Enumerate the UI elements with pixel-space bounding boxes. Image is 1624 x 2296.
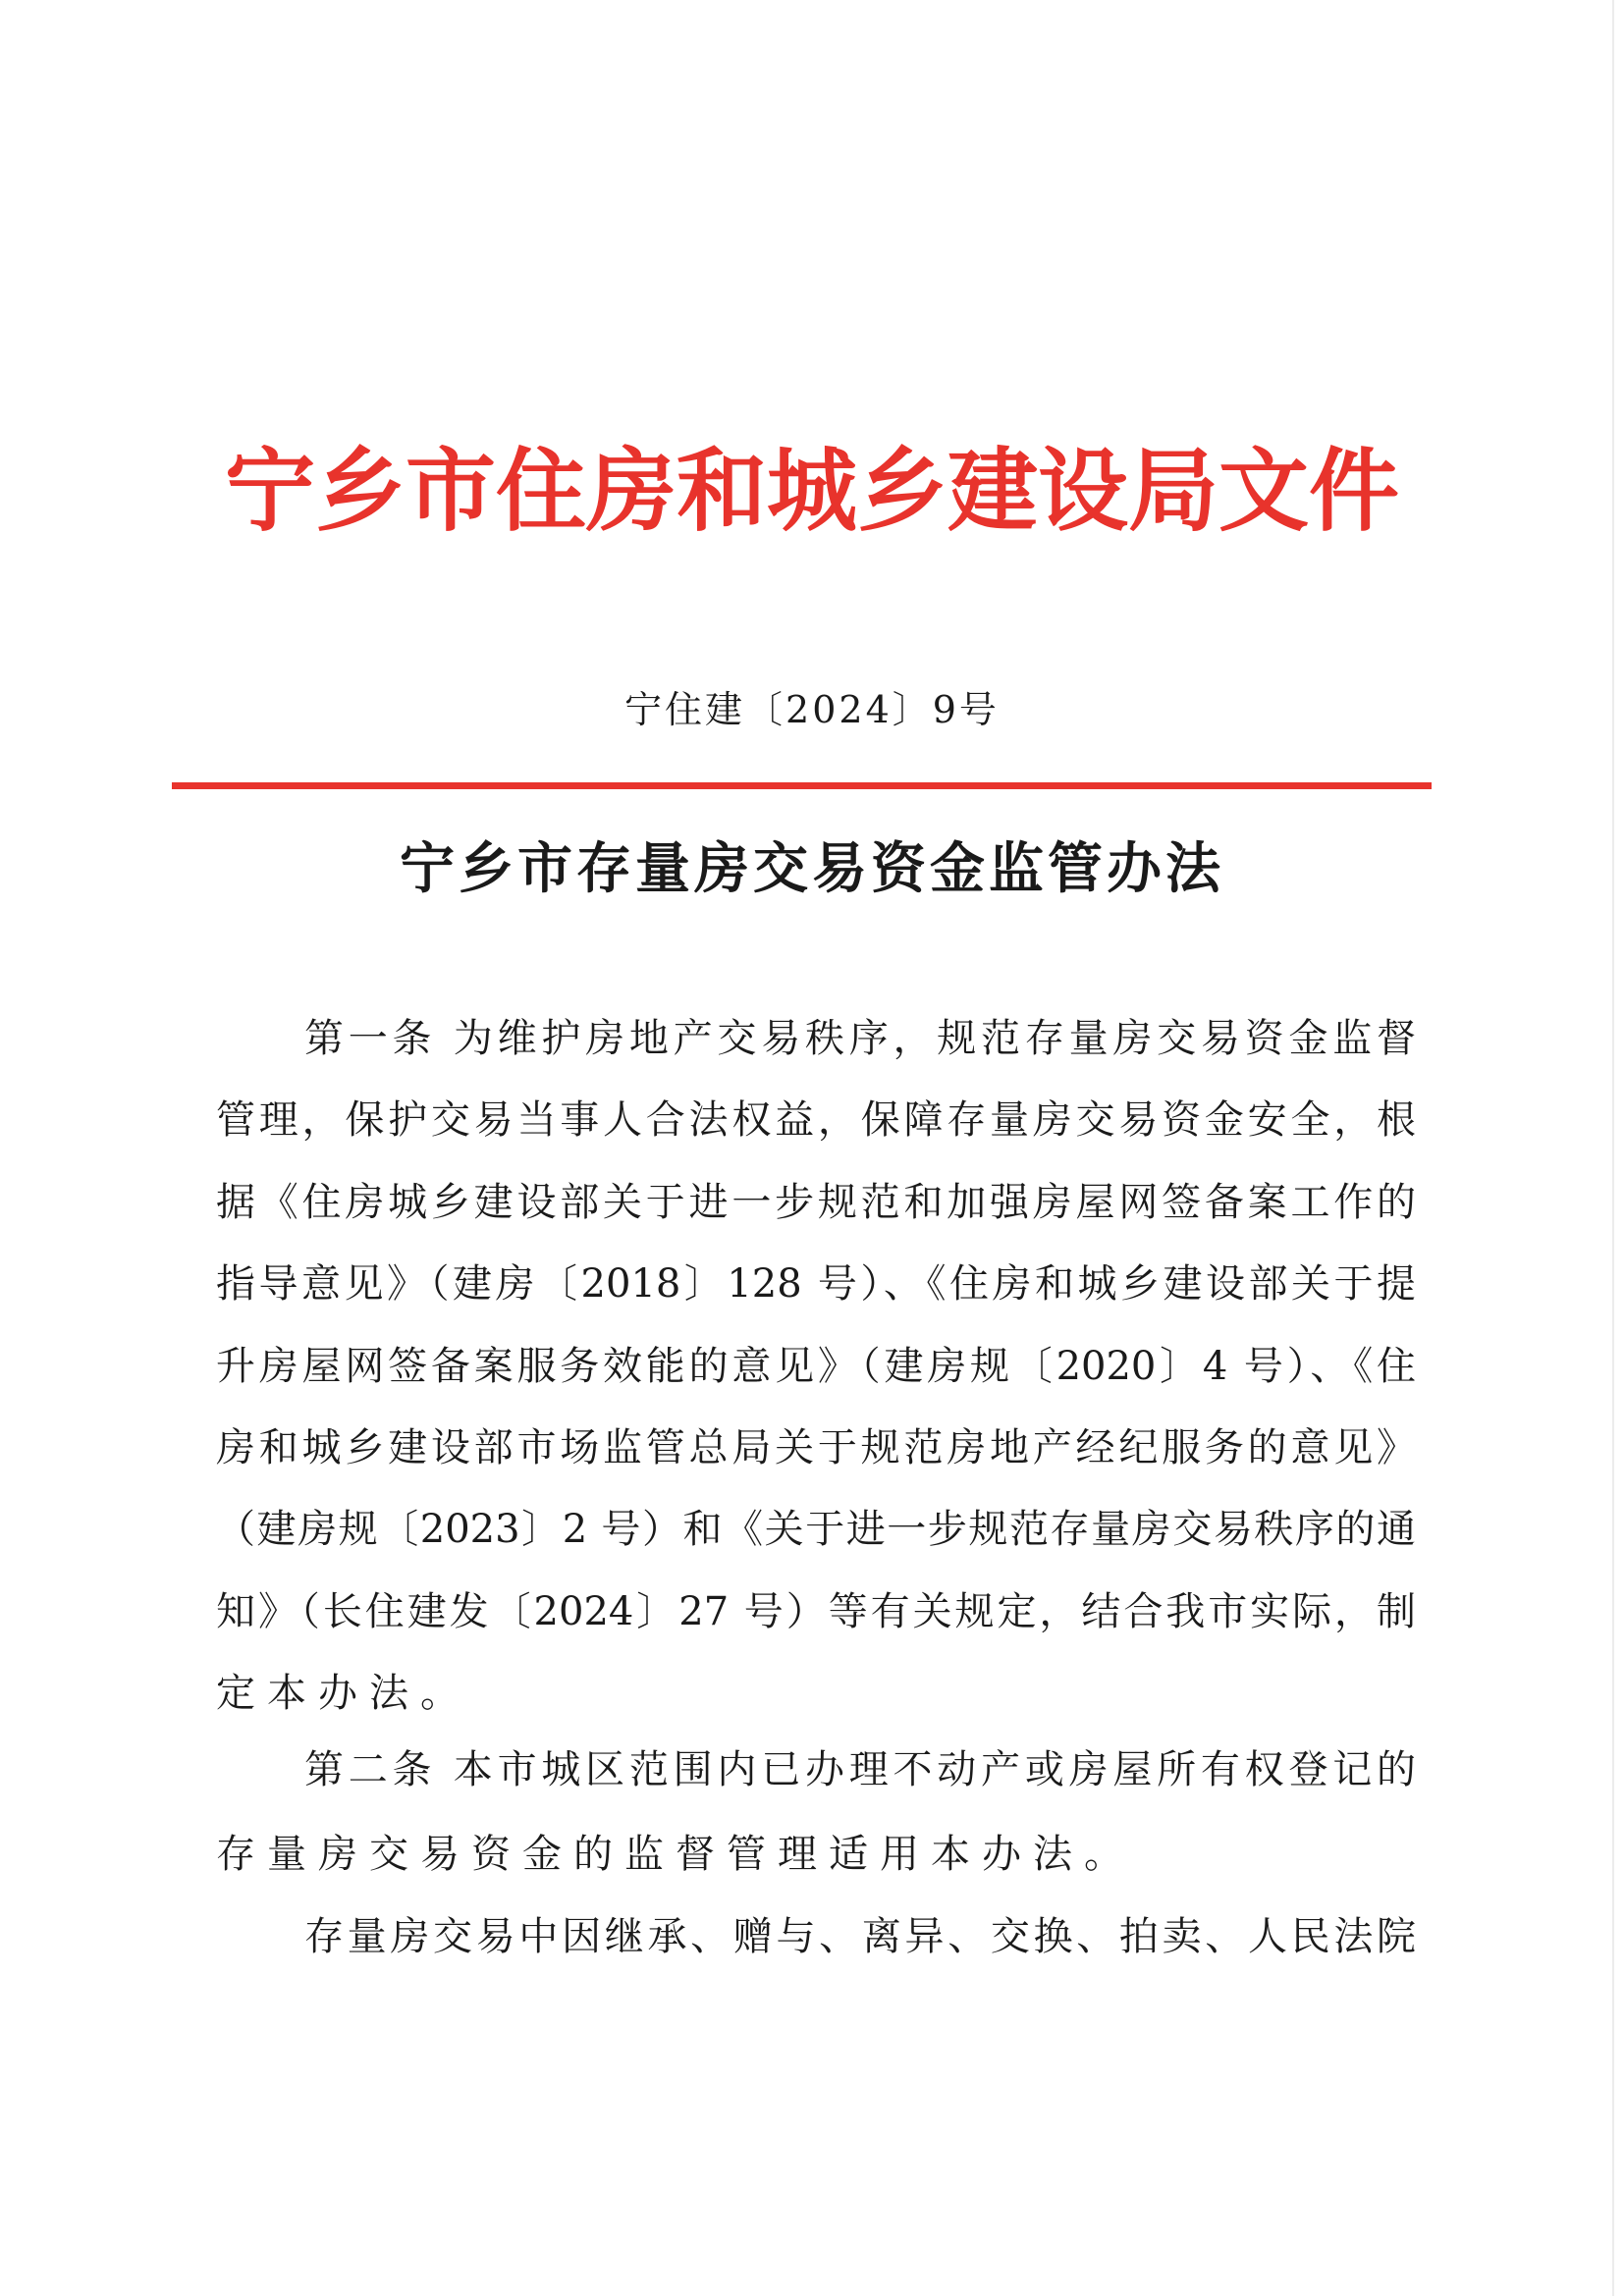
- body-line: 第一条 为维护房地产交易秩序，规范存量房交易资金监督: [304, 1016, 1416, 1061]
- body-line: 据《住房城乡建设部关于进一步规范和加强房屋网签备案工作的: [216, 1180, 1416, 1225]
- body-line: （建房规〔2023〕2 号）和《关于进一步规范存量房交易秩序的通: [216, 1507, 1416, 1552]
- red-divider: [172, 782, 1432, 789]
- document-header: 宁乡市住房和城乡建设局文件: [224, 438, 1399, 544]
- page-edge: [1612, 0, 1614, 2296]
- body-line: 房和城乡建设部市场监管总局关于规范房地产经纪服务的意见》: [216, 1425, 1416, 1470]
- document-title: 宁乡市存量房交易资金监管办法: [400, 836, 1224, 901]
- document-number: 宁住建〔2024〕9号: [624, 688, 1000, 731]
- body-line: 知》（长住建发〔2024〕27 号）等有关规定，结合我市实际，制: [216, 1589, 1416, 1634]
- body-line: 管理，保护交易当事人合法权益，保障存量房交易资金安全，根: [216, 1097, 1416, 1143]
- body-line: 指导意见》（建房〔2018〕128 号）、《住房和城乡建设部关于提: [216, 1261, 1416, 1307]
- body-line: 存量房交易中因继承、赠与、离异、交换、拍卖、人民法院: [304, 1914, 1416, 1959]
- body-line: 定本办法。: [216, 1671, 471, 1716]
- body-line: 升房屋网签备案服务效能的意见》（建房规〔2020〕4 号）、《住: [216, 1344, 1416, 1389]
- body-line: 第二条 本市城区范围内已办理不动产或房屋所有权登记的: [304, 1747, 1416, 1792]
- body-line: 存量房交易资金的监督管理适用本办法。: [216, 1832, 1135, 1877]
